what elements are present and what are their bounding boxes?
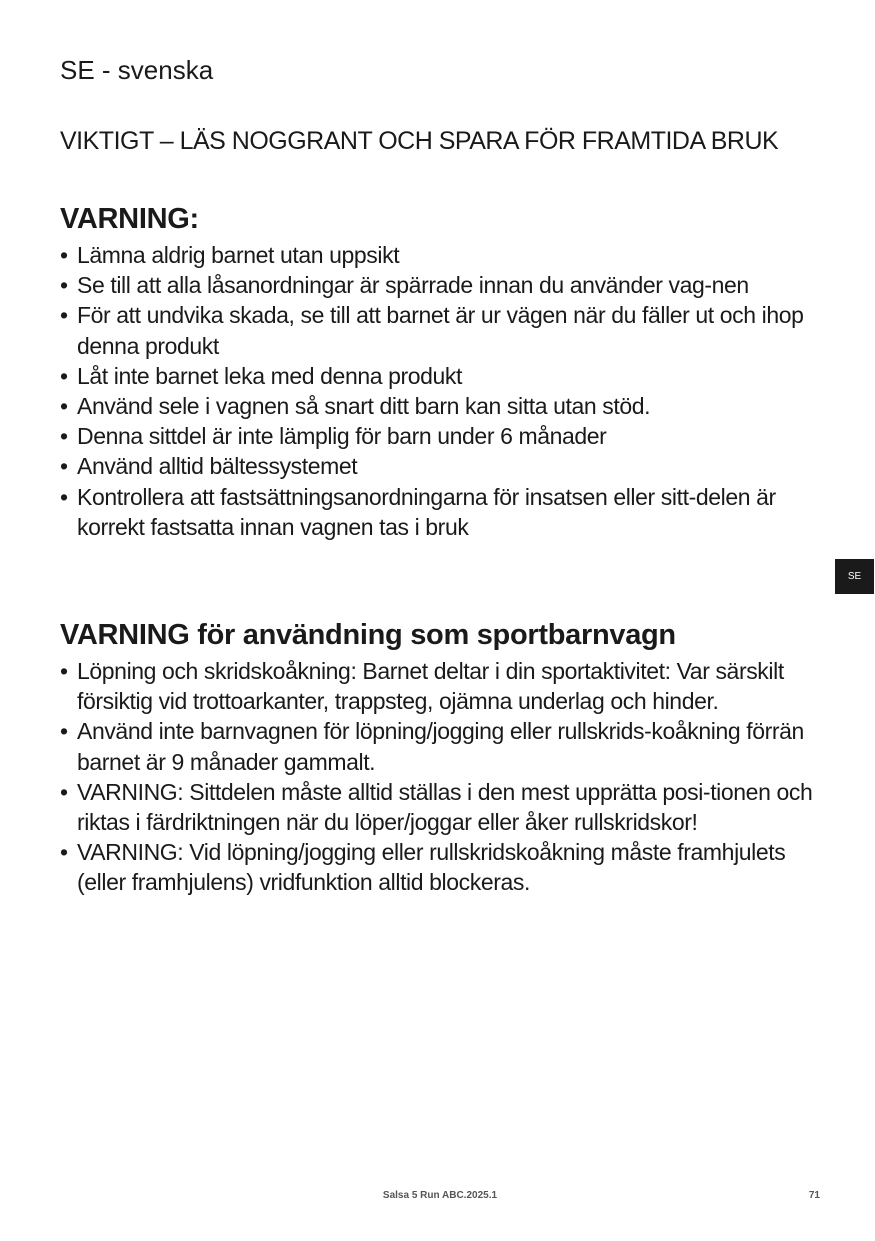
page-number: 71 (808, 1190, 820, 1201)
bullet-icon: • (60, 658, 68, 684)
list-item (60, 451, 820, 481)
list-item (60, 391, 820, 421)
list-item (60, 300, 820, 360)
list-item (60, 240, 820, 270)
list-item (60, 656, 820, 716)
warning-heading: VARNING: (60, 203, 199, 235)
bullet-icon: • (60, 242, 68, 268)
list-item-text: VARNING: Vid löpning/jogging eller rullskridskoåkning måste framhjulets (eller framhjulens) vridfunktion alltid blockeras. (77, 839, 786, 896)
list-item-text: Kontrollera att fastsättningsanordningarna för insatsen eller sitt-delen är korrekt fastsatta innan vagnen tas i bruk (77, 483, 776, 540)
list-item (60, 482, 820, 542)
bullet-icon: • (60, 302, 68, 329)
list-item-text: Denna sittdel är inte lämplig för barn under 6 månader (77, 423, 607, 450)
warning-list (60, 240, 820, 542)
sport-warning-list (60, 656, 820, 898)
list-item-text: VARNING: Sittdelen måste alltid ställas i den mest upprätta posi-tionen och riktas i färdriktningen när du löper/joggar eller åker rullskridskor! (77, 778, 813, 836)
list-item-text: Använd sele i vagnen så snart ditt barn kan sitta utan stöd. (77, 393, 651, 420)
warning-section (60, 198, 820, 542)
language-tab-marker: SE (835, 559, 874, 594)
list-item-text: Lämna aldrig barnet utan uppsikt (77, 242, 400, 268)
list-item (60, 421, 820, 451)
list-item (60, 716, 820, 776)
bullet-icon: • (60, 272, 68, 299)
list-item-text: Använd inte barnvagnen för löpning/jogging eller rullskrids-koåkning förrän barnet är 9 månader gammalt. (77, 718, 804, 775)
bullet-icon: • (60, 778, 68, 805)
bullet-icon: • (60, 423, 68, 450)
list-item (60, 361, 820, 391)
list-item-text: Se till att alla låsanordningar är spärrade innan du använder vag-nen (77, 272, 749, 299)
list-item-text: Löpning och skridskoåkning: Barnet deltar i din sportaktivitet: Var särskilt försiktig vid trottoarkanter, trappsteg, ojämna underlag och hinder. (77, 658, 784, 715)
list-item (60, 270, 820, 300)
list-item (60, 837, 820, 897)
bullet-icon: • (60, 362, 68, 389)
language-title: SE - svenska (60, 55, 214, 85)
list-item (60, 777, 820, 837)
bullet-icon: • (60, 393, 68, 420)
sport-warning-heading: VARNING för användning som sportbarnvagn (60, 619, 676, 651)
list-item-text: Låt inte barnet leka med denna produkt (77, 362, 463, 389)
bullet-icon: • (60, 718, 68, 745)
list-item-text: Använd alltid bältessystemet (77, 453, 358, 480)
important-notice: VIKTIGT – LÄS NOGGRANT OCH SPARA FÖR FRAMTIDA BRUK (60, 127, 779, 155)
sport-warning-section (60, 614, 820, 898)
bullet-icon: • (60, 839, 68, 866)
list-item-text: För att undvika skada, se till att barnet är ur vägen när du fäller ut och ihop denna produkt (77, 302, 804, 359)
footer-document-code: Salsa 5 Run ABC.2025.1 (382, 1190, 498, 1201)
bullet-icon: • (60, 483, 68, 510)
bullet-icon: • (60, 453, 68, 480)
